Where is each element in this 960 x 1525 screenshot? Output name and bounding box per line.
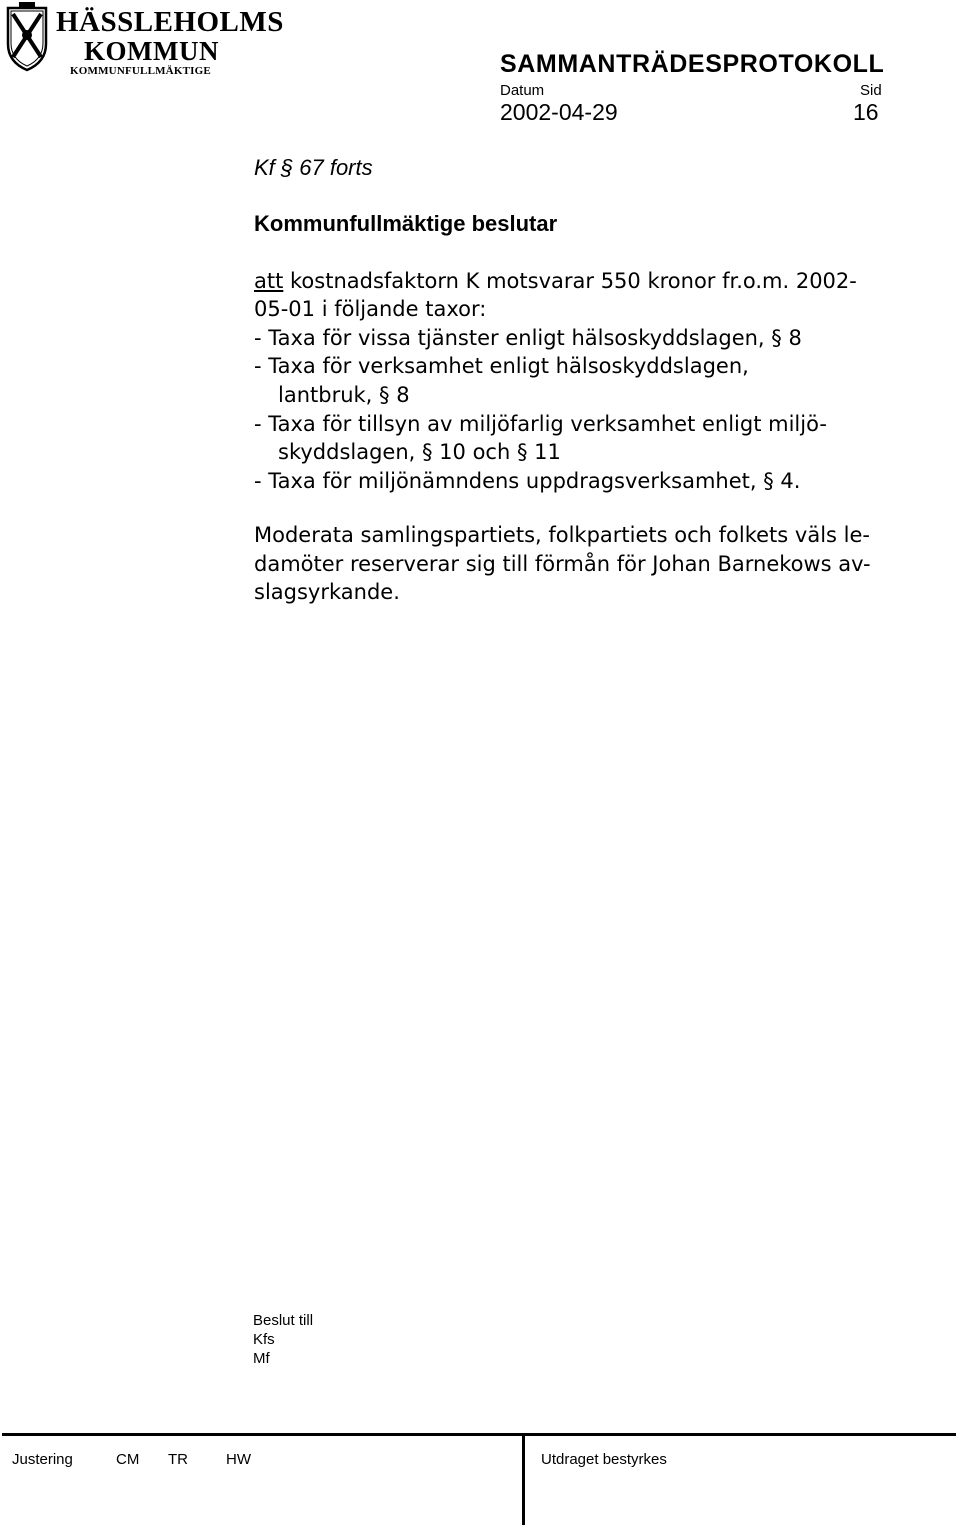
page-label: Sid bbox=[860, 82, 882, 99]
municipality-logo bbox=[4, 2, 284, 78]
tariff-item-continuation: lantbruk, § 8 bbox=[278, 383, 410, 407]
justering-label: Justering bbox=[12, 1451, 73, 1468]
paragraph-line: Moderata samlingspartiets, folkpartiets och folkets väls le- bbox=[254, 523, 870, 547]
distribution-item: Kfs bbox=[253, 1331, 275, 1348]
initials-hw: HW bbox=[226, 1451, 251, 1468]
coat-of-arms-icon bbox=[4, 2, 50, 72]
decision-heading: Kommunfullmäktige beslutar bbox=[254, 211, 558, 236]
distribution-title: Beslut till bbox=[253, 1312, 314, 1329]
tariff-item: - Taxa för tillsyn av miljöfarlig verksamhet enligt miljö- bbox=[254, 412, 827, 436]
document-type: SAMMANTRÄDESPROTOKOLL bbox=[500, 50, 885, 78]
tariff-item: - Taxa för vissa tjänster enligt hälsoskyddslagen, § 8 bbox=[254, 326, 802, 350]
decision-line: 05-01 i följande taxor: bbox=[254, 297, 487, 321]
footer-rule bbox=[2, 1433, 956, 1436]
decision-line bbox=[254, 267, 857, 295]
distribution-item: Mf bbox=[253, 1350, 270, 1367]
initials-tr: TR bbox=[168, 1451, 188, 1468]
logo-title: HÄSSLEHOLMS bbox=[56, 6, 284, 38]
certified-label: Utdraget bestyrkes bbox=[541, 1451, 667, 1468]
footer-separator bbox=[522, 1433, 525, 1525]
logo-tagline: KOMMUNFULLMÄKTIGE bbox=[70, 65, 211, 77]
logo-subtitle: KOMMUN bbox=[84, 36, 219, 66]
paragraph-line: damöter reserverar sig till förmån för Johan Barnekows av- bbox=[254, 551, 871, 576]
section-reference: Kf § 67 forts bbox=[254, 155, 373, 180]
reservation-paragraph bbox=[254, 521, 954, 607]
date-value: 2002-04-29 bbox=[500, 99, 618, 125]
tariff-item: - Taxa för verksamhet enligt hälsoskyddslagen, bbox=[254, 354, 749, 378]
tariff-item-continuation: skyddslagen, § 10 och § 11 bbox=[278, 440, 561, 464]
paragraph-line: slagsyrkande. bbox=[254, 580, 400, 604]
initials-cm: CM bbox=[116, 1451, 140, 1468]
tariff-item: - Taxa för miljönämndens uppdragsverksamhet, § 4. bbox=[254, 469, 801, 493]
date-label: Datum bbox=[500, 82, 545, 99]
decision-line-text: kostnadsfaktorn K motsvarar 550 kronor fr.o.m. 2002- bbox=[283, 269, 857, 293]
att-keyword: att bbox=[254, 269, 284, 293]
page-number: 16 bbox=[853, 99, 879, 125]
